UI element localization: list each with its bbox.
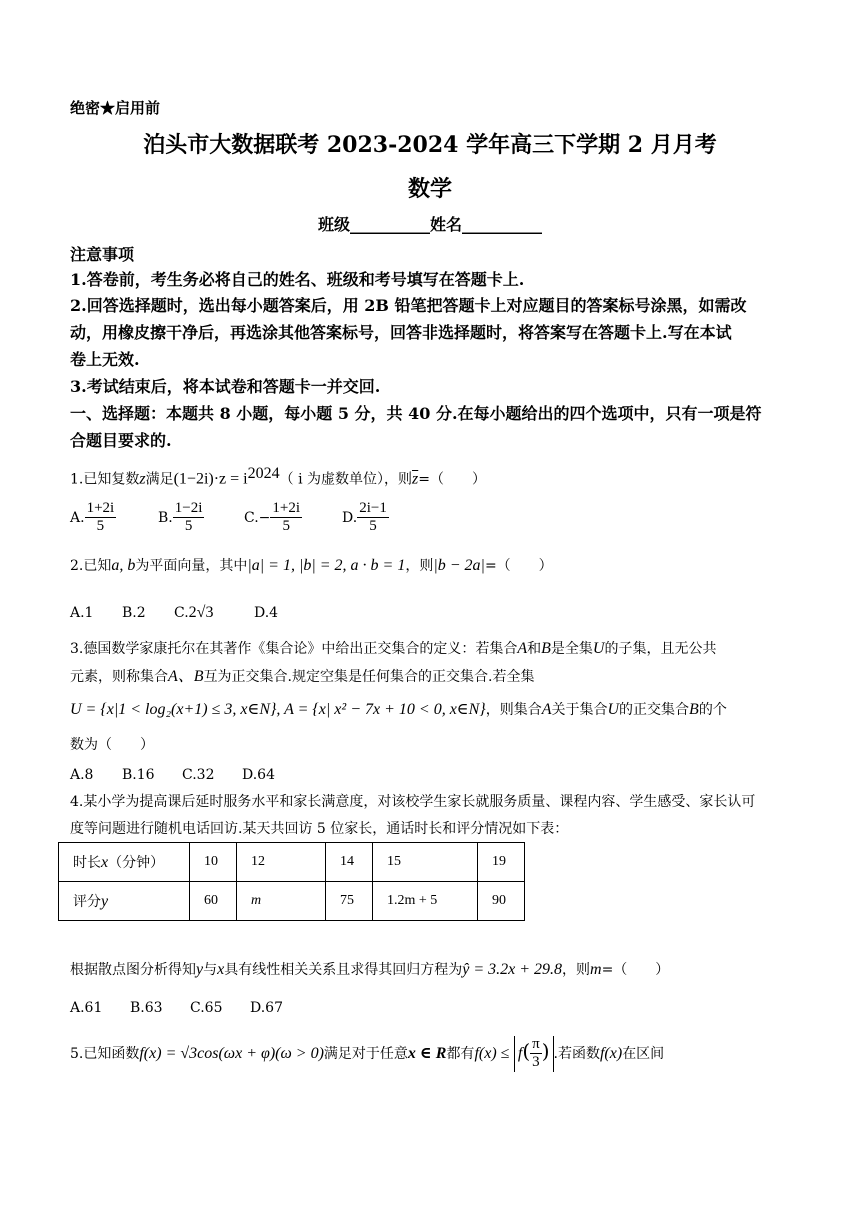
q2-options — [70, 605, 278, 621]
q2-option-d[interactable]: D.4 — [254, 605, 279, 621]
q4-data-table — [58, 842, 525, 921]
note-1: 1.答卷前，考生务必将自己的姓名、班级和考号填写在答题卡上. — [70, 270, 525, 289]
table-row — [59, 882, 525, 921]
q4-options — [70, 1001, 283, 1015]
q3-line-4: 数为（ ） — [70, 737, 154, 753]
table-cell: 60 — [190, 882, 237, 921]
table-cell: 12 — [237, 843, 326, 882]
q4-option-a[interactable]: A.61 — [70, 1000, 103, 1016]
q3-line-3: U = {x|1 < log₂(x+1) ≤ 3, x∈N}, A = {x| x² − 7x + 10 < 0, x∈N}，则集合A关于集合U的正交集合B的个 — [70, 701, 727, 718]
q1-option-a[interactable]: A. $\frac{1+2i}{5}$ — [70, 500, 115, 535]
q5-stem: 5.已知函数f(x) = √3cos(ωx + φ)(ω > 0)满足对于任意x ∈ R都有f(x) ≤ f( $\frac{\pi}{3}$ ) .若函数f(x)在区间 — [70, 1036, 665, 1071]
q4-line-3: 根据散点图分析得知y与x具有线性相关关系且求得其回归方程为ŷ = 3.2x + 29.8，则m=（ ） — [70, 961, 670, 978]
note-2c: 卷上无效. — [70, 350, 140, 369]
q3-option-b[interactable]: B.16 — [122, 767, 155, 783]
q5-bound: f( $\frac{\pi}{3}$ ) — [514, 1036, 554, 1072]
q1-option-d[interactable]: D. $\frac{2i-1}{5}$ — [342, 500, 387, 535]
q1-option-b[interactable]: B. $\frac{1-2i}{5}$ — [158, 500, 203, 535]
table-cell: 19 — [478, 843, 525, 882]
q3-options — [70, 768, 275, 782]
q4-option-d[interactable]: D.67 — [250, 1000, 283, 1016]
q2-option-c[interactable]: C.2√3 — [174, 604, 214, 621]
q4-option-b[interactable]: B.63 — [130, 1000, 163, 1016]
note-2a: 2.回答选择题时，选出每小题答案后，用 2B 铅笔把答题卡上对应题目的答案标号涂黑，如需改 — [70, 296, 747, 315]
note-2b: 动，用橡皮擦干净后，再选涂其他答案标号，回答非选择题时，将答案写在答题卡上.写在本试 — [70, 323, 732, 342]
secret-label: 绝密★启用前 — [70, 99, 161, 117]
q3-option-d[interactable]: D.64 — [242, 767, 275, 783]
q2-option-b[interactable]: B.2 — [122, 605, 146, 621]
q1-options — [70, 500, 389, 536]
table-cell: 15 — [373, 843, 478, 882]
table-row — [59, 843, 525, 882]
q3-option-c[interactable]: C.32 — [182, 767, 215, 783]
class-name-line: 班级__________姓名__________ — [317, 215, 542, 234]
q3-line-1: 3.德国数学家康托尔在其著作《集合论》中给出正交集合的定义：若集合A和B是全集U的子集，且无公共 — [70, 640, 717, 657]
q1-stem: 1.已知复数z满足$(1-2i)\cdot z = i^{2024}$（ i 为虚数单位），则$\overline{z}=$（ ） — [70, 465, 486, 488]
q4-line-2: 度等问题进行随机电话回访.某天共回访 5 位家长，通话时长和评分情况如下表： — [70, 821, 569, 837]
table-cell: 时长x（分钟） — [59, 843, 190, 882]
table-cell: 90 — [478, 882, 525, 921]
q3-option-a[interactable]: A.8 — [70, 767, 94, 783]
q3-line-2: 元素，则称集合A、B互为正交集合.规定空集是任何集合的正交集合.若全集 — [70, 668, 535, 685]
section1-intro-a: 一、选择题：本题共 8 小题，每小题 5 分，共 40 分.在每小题给出的四个选项中，只有一项是符 — [70, 404, 762, 423]
q4-option-c[interactable]: C.65 — [190, 1000, 223, 1016]
table-cell: 1.2m + 5 — [373, 882, 478, 921]
q4-line-1: 4.某小学为提高课后延时服务水平和家长满意度，对该校学生家长就服务质量、课程内容、学生感受、家长认可 — [70, 794, 756, 810]
q2-stem: 2.已知a, b为平面向量，其中|a| = 1, |b| = 2, a · b = 1，则|b − 2a|=（ ） — [70, 557, 553, 574]
table-cell: m — [237, 882, 326, 921]
table-cell: 10 — [190, 843, 237, 882]
exam-title: 泊头市大数据联考 2023-2024 学年高三下学期 2 月月考 — [143, 132, 717, 158]
q1-option-c[interactable]: C.− $\frac{1+2i}{5}$ — [244, 500, 301, 535]
table-cell: 14 — [326, 843, 373, 882]
q2-option-a[interactable]: A.1 — [70, 605, 94, 621]
table-cell: 评分y — [59, 882, 190, 921]
subject-title: 数学 — [407, 176, 452, 202]
table-cell: 75 — [326, 882, 373, 921]
section1-intro-b: 合题目要求的. — [70, 431, 172, 450]
notes-heading: 注意事项 — [70, 245, 135, 264]
note-3: 3.考试结束后，将本试卷和答题卡一并交回. — [70, 377, 381, 396]
